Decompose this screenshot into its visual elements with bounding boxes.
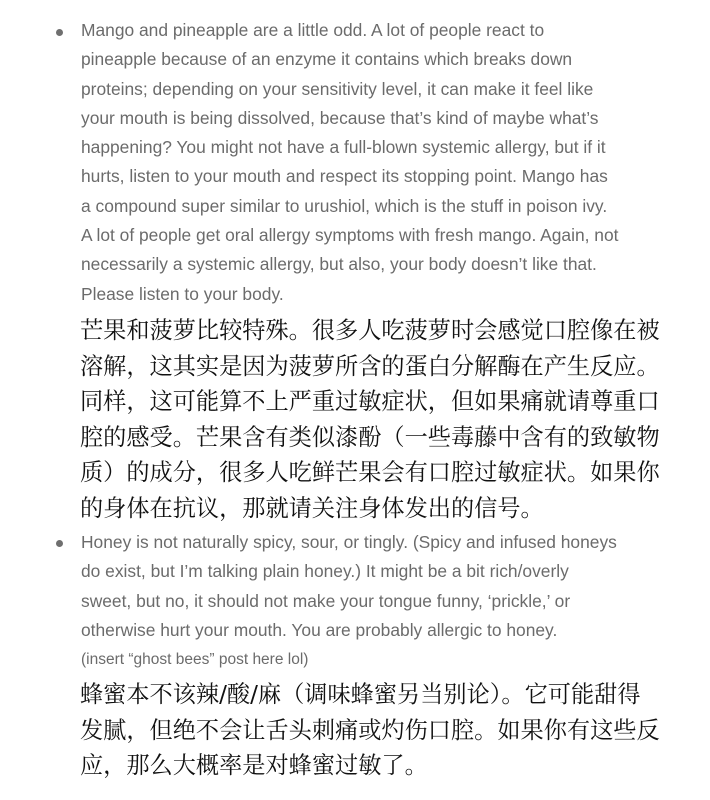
chinese-line: 蜂蜜本不该辣/酸/麻（调味蜂蜜另当别论）。它可能甜得 [80,681,641,708]
english-paragraph [81,528,701,674]
chinese-translation [80,677,705,784]
bullet-dot [56,540,63,547]
chinese-line: 溶解，这其实是因为菠萝所含的蛋白分解酶在产生反应。 [80,352,660,380]
english-line: do exist, but I’m talking plain honey.) It might be a bit rich/overly [81,561,569,582]
english-line: A lot of people get oral allergy symptoms with fresh mango. Again, not [81,225,619,246]
english-line: proteins; depending on your sensitivity level, it can make it feel like [81,78,594,99]
english-line: Mango and pineapple are a little odd. A lot of people react to [81,20,545,40]
chinese-line: 同样，这可能算不上严重过敏症状，但如果痛就请尊重口 [80,388,660,415]
english-line: a compound super similar to urushiol, which is the stuff in poison ivy. [81,195,608,216]
chinese-line: 应，那么大概率是对蜂蜜过敏了。 [80,752,428,779]
chinese-line: 芒果和菠萝比较特殊。很多人吃菠萝时会感觉口腔像在被 [80,317,660,344]
english-line: otherwise hurt your mouth. You are probably allergic to honey. [81,619,558,640]
english-line: pineapple because of an enzyme it contains which breaks down [81,49,573,70]
english-line: sweet, but no, it should not make your tongue funny, ‘prickle,’ or [81,590,571,611]
chinese-line: 的身体在抗议，那就请关注身体发出的信号。 [80,494,544,522]
chinese-line: 腔的感受。芒果含有类似漆酚（一些毒藤中含有的致敏物 [80,423,660,451]
chinese-line: 发腻，但绝不会让舌头刺痛或灼伤口腔。如果你有这些反 [80,716,660,744]
chinese-line: 质）的成分，很多人吃鲜芒果会有口腔过敏症状。如果你 [80,459,660,486]
english-paragraph [81,16,701,309]
english-line: Honey is not naturally spicy, sour, or tingly. (Spicy and infused honeys [81,532,617,552]
english-line: Please listen to your body. [81,283,284,304]
english-line: necessarily a systemic allergy, but also, your body doesn’t like that. [81,254,597,275]
chinese-translation [80,313,705,526]
english-line-aside: (insert “ghost bees” post here lol) [81,651,309,669]
english-line: hurts, listen to your mouth and respect its stopping point. Mango has [81,166,608,187]
bullet-dot [56,29,63,36]
english-line: happening? You might not have a full-blown systemic allergy, but if it [81,137,606,158]
english-line: your mouth is being dissolved, because that’s kind of maybe what’s [81,107,599,128]
